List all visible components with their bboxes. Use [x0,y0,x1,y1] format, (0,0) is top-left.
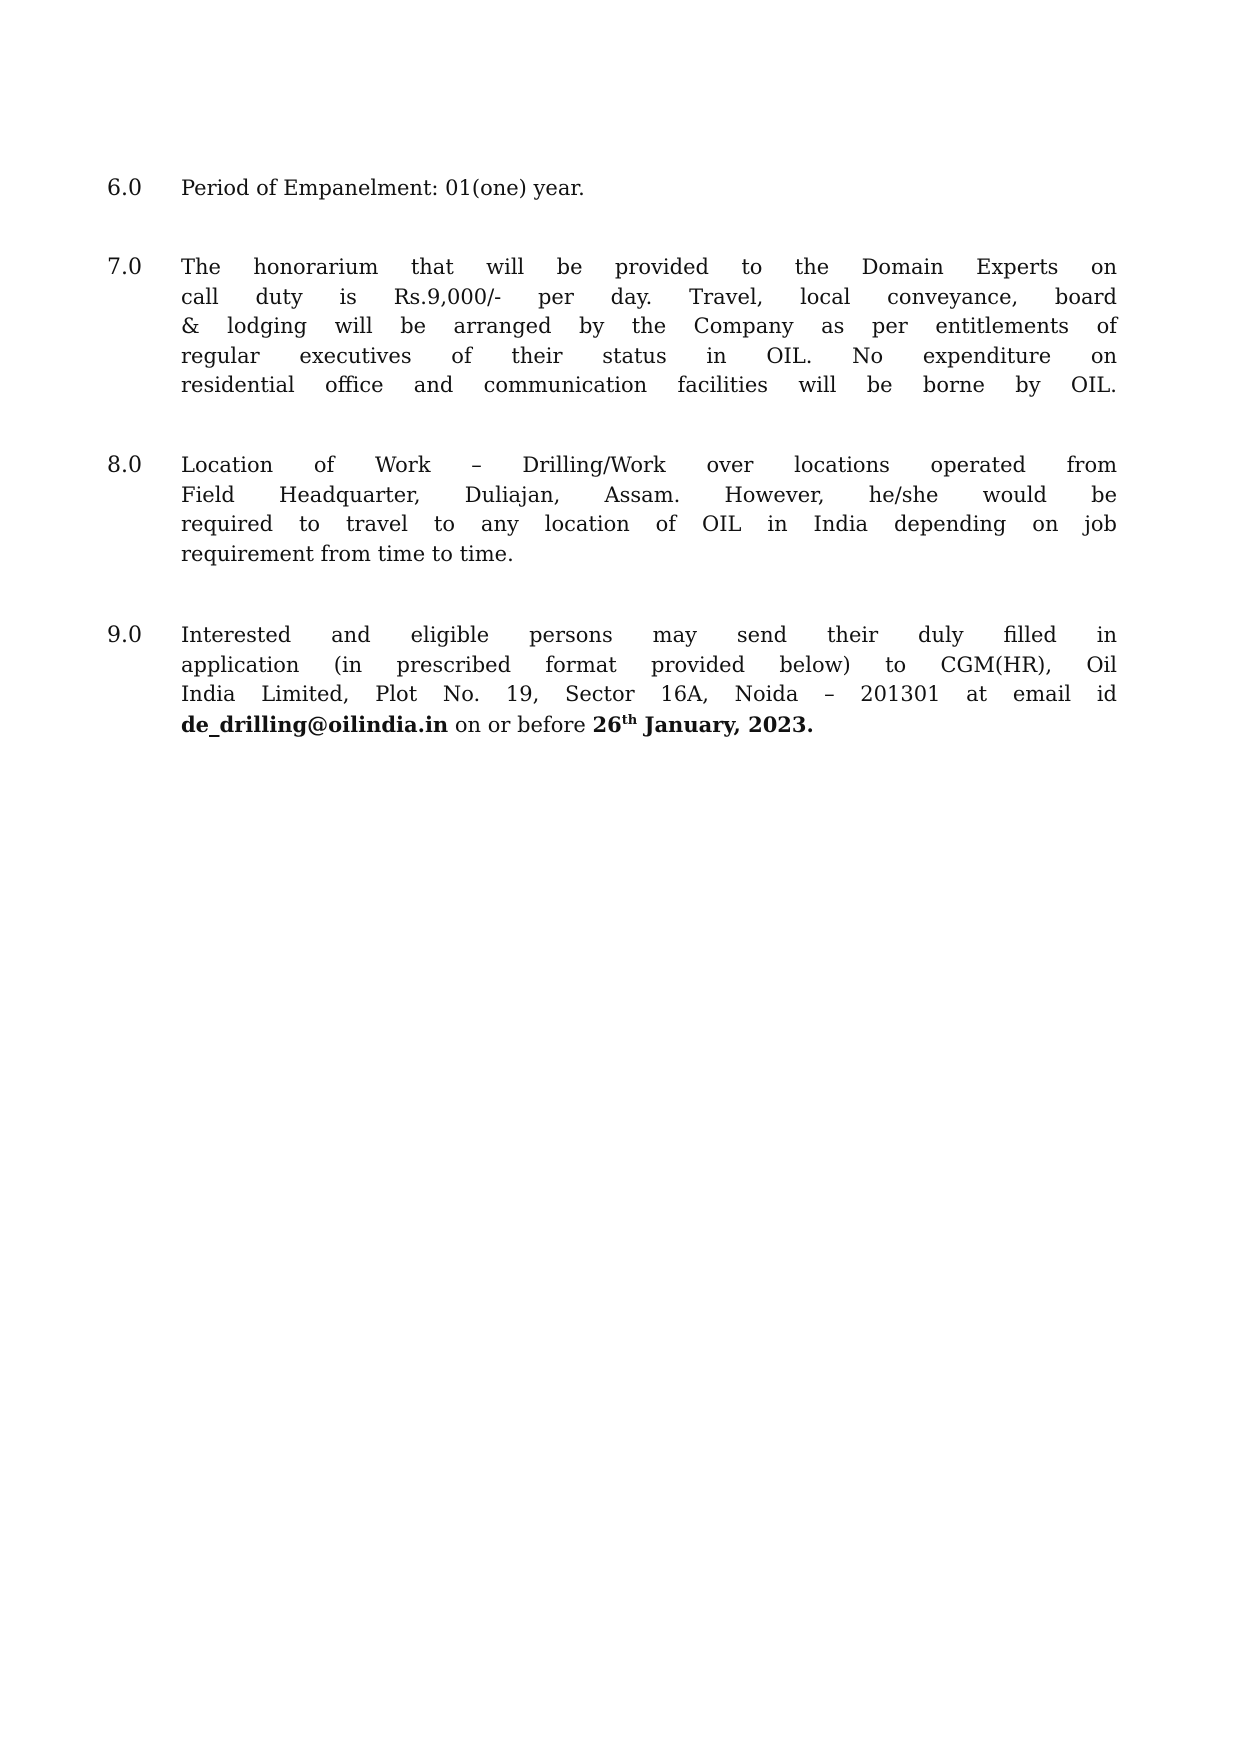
section-text-line: residential office and communication facilities will be borne by OIL. [181,373,1117,398]
section-text-line: The honorarium that will be provided to the Domain Experts on [181,255,1117,279]
section-text-line [181,710,1117,741]
section-text-line: Location of Work – Drilling/Work over locations operated from [181,453,1117,477]
date-rest: January, 2023. [637,711,814,737]
section-text-line: Field Headquarter, Duliajan, Assam. However, he/she would be [181,482,1117,507]
section-text-line: regular executives of their status in OIL. No expenditure on [181,343,1117,368]
section-number: 7.0 [107,255,142,280]
section-text-line: required to travel to any location of OIL in India depending on job [181,512,1117,537]
section-number: 9.0 [107,623,142,648]
deadline-date [593,712,814,737]
date-day: 26 [592,711,622,737]
email-address[interactable]: de_drilling@oilindia.in [181,711,449,737]
section-text-line: India Limited, Plot No. 19, Sector 16A, Noida – 201301 at email id [181,682,1117,707]
text: on or before [448,712,593,737]
section-text-line: call duty is Rs.9,000/- per day. Travel, local conveyance, board [181,284,1117,309]
date-suffix: th [621,712,638,728]
section-text: Period of Empanelment: 01(one) year. [181,176,585,200]
section-number: 8.0 [107,453,142,478]
section-text-line: requirement from time to time. [181,541,514,566]
section-number: 6.0 [107,176,142,201]
section-text-line: application (in prescribed format provided below) to CGM(HR), Oil [181,652,1117,677]
section-text-line: & lodging will be arranged by the Company as per entitlements of [181,314,1117,339]
section-text-line: Interested and eligible persons may send their duly filled in [181,623,1117,647]
